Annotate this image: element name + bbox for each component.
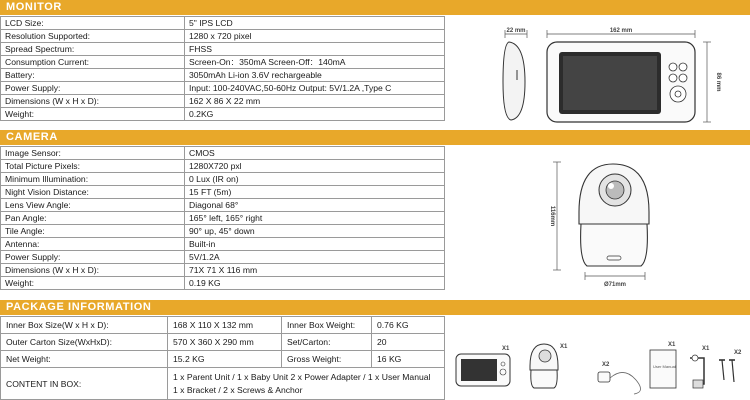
power-adapter-icon [598,372,641,394]
inner-box-weight-value: 0.76 KG [371,316,445,334]
table-row [1,30,445,43]
content-line-1: 1 x Parent Unit / 1 x Baby Unit 2 x Power Adapter / 1 x User Manual [173,372,431,382]
screws-anchor-icon [719,360,735,382]
bracket-qty: X1 [702,346,710,352]
gross-weight-label: Gross Weight: [281,350,372,368]
spec-label: Power Supply: [1,82,185,95]
spec-value: 90° up, 45° down [185,225,445,238]
baby-unit-icon [530,344,558,388]
spec-value: 1280 x 720 pixel [185,30,445,43]
content-in-box-value [167,367,445,400]
parent-unit-icon [456,354,510,386]
monitor-spec-table [0,16,445,121]
outer-carton-size-label: Outer Carton Size(WxHxD): [0,333,168,351]
table-row [1,186,445,199]
spec-value: Screen-On：350mA Screen-Off：140mA [185,56,445,69]
spec-label: Pan Angle: [1,212,185,225]
spec-value: Diagonal 68° [185,199,445,212]
camera-dimension-drawing [545,152,665,292]
monitor-height-label: 86 mm [715,72,721,92]
spec-label: Dimensions (W x H x D): [1,95,185,108]
camera-diameter-label: Ø71mm [603,282,627,288]
spec-value: 5" IPS LCD [185,17,445,30]
inner-box-weight-label: Inner Box Weight: [281,316,372,334]
spec-value: 1280X720 pxl [185,160,445,173]
table-row [1,238,445,251]
spec-label: Dimensions (W x H x D): [1,264,185,277]
bracket-icon [690,355,704,388]
package-section-header: PACKAGE INFORMATION [0,300,750,315]
spec-label: Lens View Angle: [1,199,185,212]
monitor-dimension-drawing [495,20,725,130]
table-row [1,251,445,264]
gross-weight-value: 16 KG [371,350,445,368]
spec-label: Resolution Supported: [1,30,185,43]
spec-value: 15 FT (5m) [185,186,445,199]
content-line-2: 1 x Bracket / 2 x Screws & Anchor [173,385,303,395]
content-in-box-label: CONTENT IN BOX: [0,367,168,400]
net-weight-label: Net Weight: [0,350,168,368]
spec-label: Total Picture Pixels: [1,160,185,173]
user-manual-text: User Manual [653,364,676,369]
spec-label: Antenna: [1,238,185,251]
table-row [1,82,445,95]
spec-label: Consumption Current: [1,56,185,69]
spec-label: Minimum Illumination: [1,173,185,186]
table-row [1,43,445,56]
spec-value: CMOS [185,147,445,160]
monitor-section-header: MONITOR [0,0,750,15]
spec-value: 165° left, 165° right [185,212,445,225]
camera-height-label: 116mm [549,205,555,227]
spec-value: Built-in [185,238,445,251]
camera-spec-table [0,146,445,290]
spec-value: 162 X 86 X 22 mm [185,95,445,108]
table-row [1,277,445,290]
inner-box-size-label: Inner Box Size(W x H x D): [0,316,168,334]
user-manual-icon [650,350,676,388]
spec-value: Input: 100-240VAC,50-60Hz Output: 5V/1.2A ,Type C [185,82,445,95]
table-row [1,225,445,238]
set-carton-value: 20 [371,333,445,351]
baby-unit-qty: X1 [560,344,568,350]
table-row [1,173,445,186]
table-row [1,69,445,82]
inner-box-size-value: 168 X 110 X 132 mm [167,316,282,334]
table-row [1,95,445,108]
outer-carton-size-value: 570 X 360 X 290 mm [167,333,282,351]
spec-value: 3050mAh Li-ion 3.6V rechargeable [185,69,445,82]
spec-value: 71X 71 X 116 mm [185,264,445,277]
box-contents-illustration [452,336,750,400]
monitor-width-label: 162 mm [609,28,633,34]
spec-label: Weight: [1,108,185,121]
spec-label: Night Vision Distance: [1,186,185,199]
table-row [1,56,445,69]
spec-value: 0 Lux (IR on) [185,173,445,186]
camera-section-header: CAMERA [0,130,750,145]
spec-label: Spread Spectrum: [1,43,185,56]
table-row [1,199,445,212]
spec-value: FHSS [185,43,445,56]
net-weight-value: 15.2 KG [167,350,282,368]
table-row [1,212,445,225]
spec-label: Weight: [1,277,185,290]
monitor-depth-label: 22 mm [506,28,526,34]
screws-qty: X2 [734,350,742,356]
parent-unit-qty: X1 [502,346,510,352]
spec-label: Image Sensor: [1,147,185,160]
table-row [1,147,445,160]
table-row [1,264,445,277]
spec-value: 5V/1.2A [185,251,445,264]
spec-value: 0.2KG [185,108,445,121]
spec-label: LCD Size: [1,17,185,30]
table-row [1,160,445,173]
table-row [1,108,445,121]
spec-label: Battery: [1,69,185,82]
spec-value: 0.19 KG [185,277,445,290]
power-adapter-qty: X2 [602,362,610,368]
table-row [1,17,445,30]
spec-label: Tile Angle: [1,225,185,238]
spec-label: Power Supply: [1,251,185,264]
user-manual-qty: X1 [668,342,676,348]
set-carton-label: Set/Carton: [281,333,372,351]
